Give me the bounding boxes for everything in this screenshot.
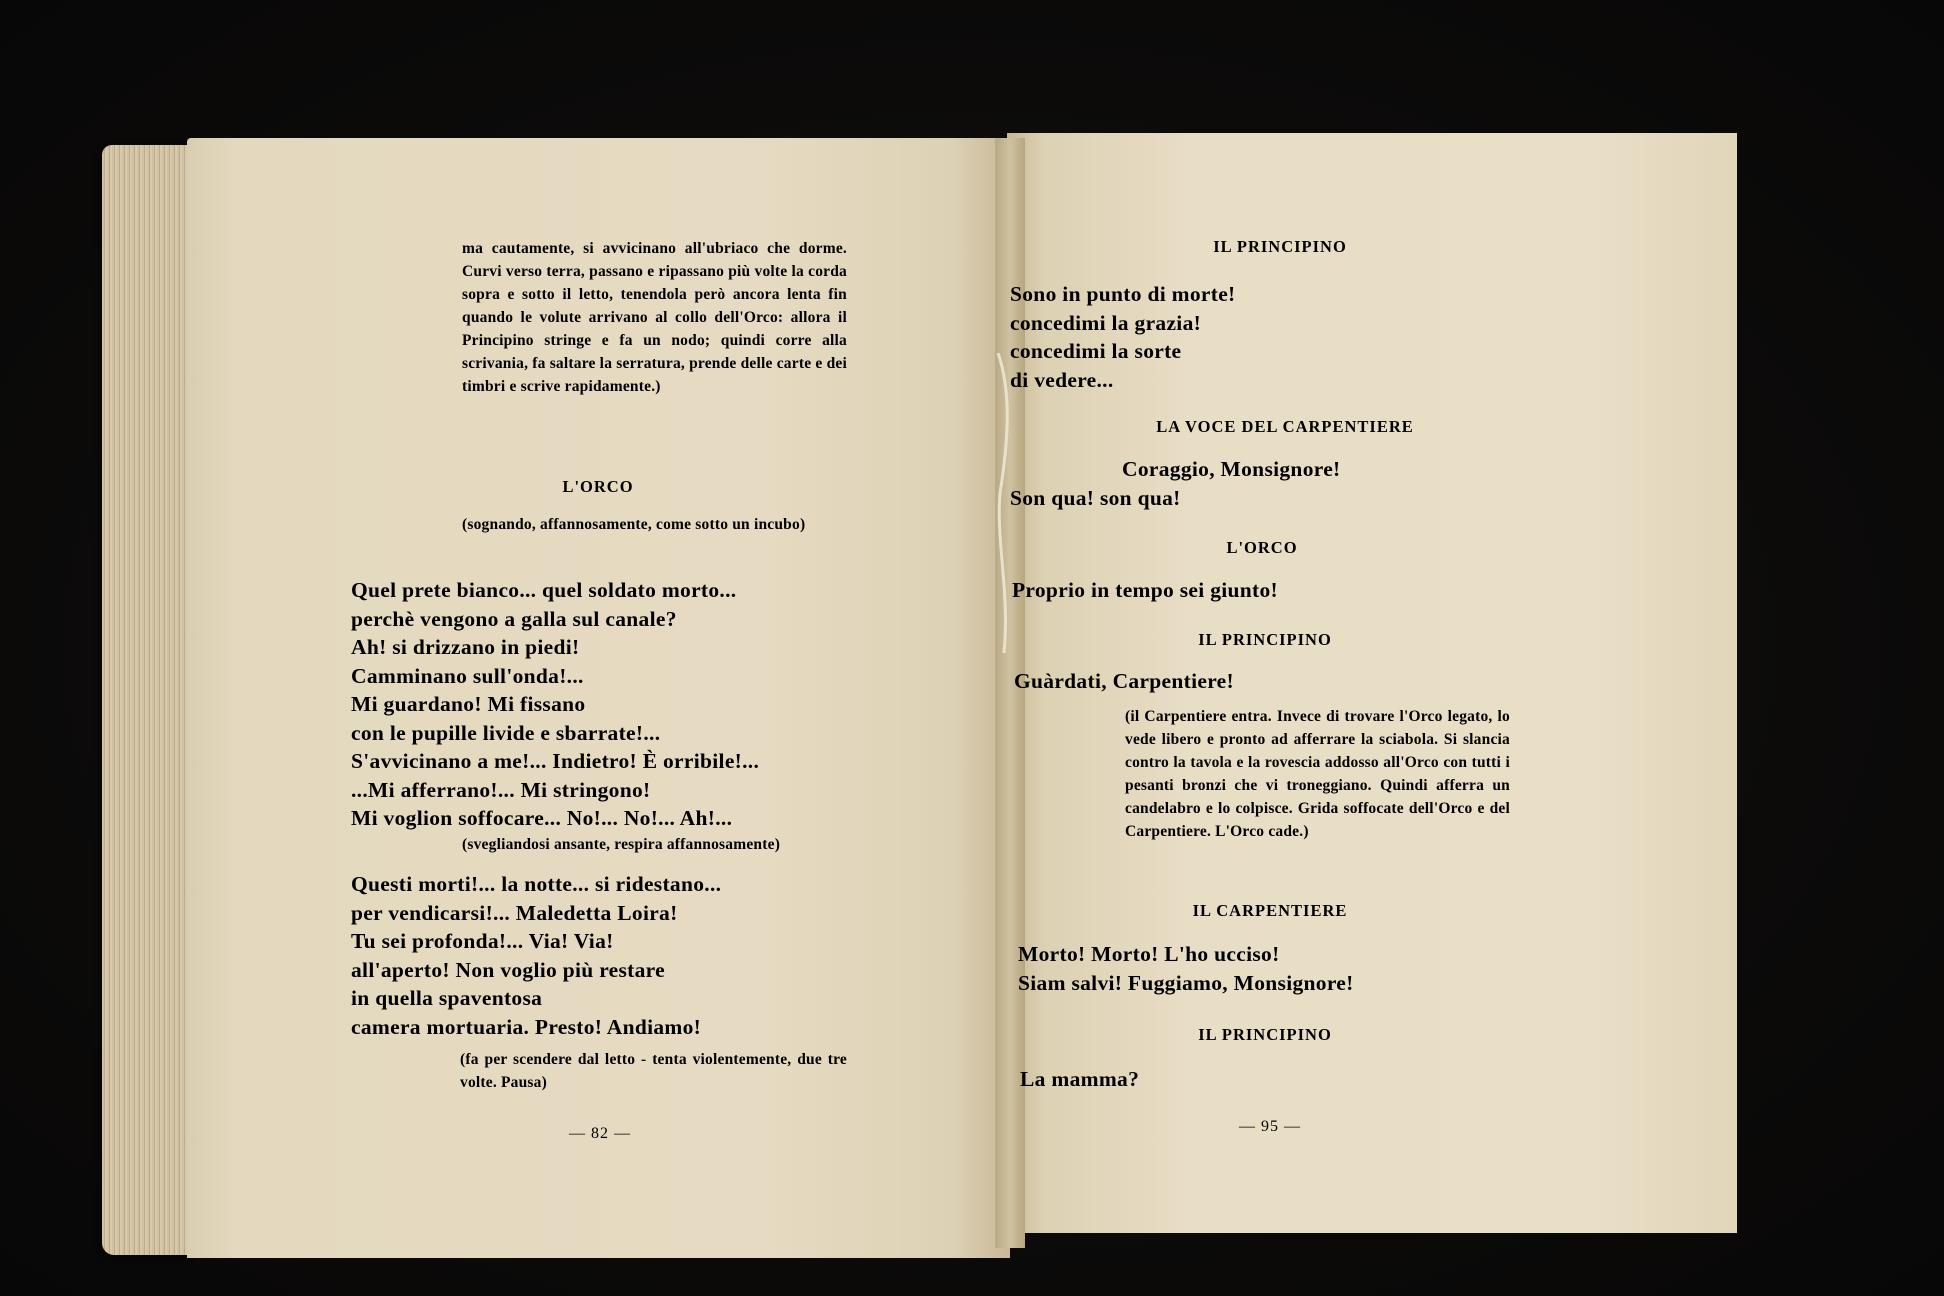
left-stage-direction-4: (fa per scendere dal letto - tenta violentemente, due tre volte. Pausa) <box>460 1051 847 1091</box>
verse-line: Questi morti!... la notte... si ridestano... <box>351 872 722 896</box>
left-speaker-1: L'ORCO <box>562 477 634 496</box>
verse-line: S'avvicinano a me!... Indietro! È orribile!... <box>351 749 760 773</box>
right-speaker-4: IL PRINCIPINO <box>1198 630 1332 649</box>
left-stage-direction-2: (sognando, affannosamente, come sotto un incubo) <box>462 516 806 533</box>
right-speaker-1: IL PRINCIPINO <box>1213 237 1347 256</box>
verse-line: perchè vengono a galla sul canale? <box>351 606 677 631</box>
verse-line: La mamma? <box>1020 1067 1140 1091</box>
left-page-number: — 82 — <box>569 1125 631 1142</box>
right-speaker-5: IL CARPENTIERE <box>1192 901 1348 920</box>
left-verse-2 <box>351 870 721 1041</box>
right-verse-4 <box>1014 667 1234 696</box>
right-page-number: — 95 — <box>1239 1118 1301 1135</box>
verse-line: all'aperto! Non voglio più restare <box>351 957 665 982</box>
verse-line: con le pupille livide e sbarrate!... <box>351 720 661 745</box>
verse-line: concedimi la sorte <box>1010 339 1182 363</box>
verse-line: Mi voglion soffocare... No!... No!... Ah!... <box>351 806 733 830</box>
right-verse-3 <box>1012 576 1278 605</box>
right-verse-1 <box>1010 280 1236 394</box>
verse-line: camera mortuaria. Presto! Andiamo! <box>351 1014 702 1039</box>
right-verse-5 <box>1018 940 1354 997</box>
left-stage-direction-3: (svegliandosi ansante, respira affannosamente) <box>462 836 781 853</box>
left-verse-1 <box>351 576 759 833</box>
verse-line: Siam salvi! Fuggiamo, Monsignore! <box>1018 970 1354 995</box>
right-stage-direction-1: (il Carpentiere entra. Invece di trovare l'Orco legato, lo vede libero e pronto ad afferrare la sciabola. Si slancia contro la tavola e la rovescia addosso all'Orco con tutti i pesanti bronzi che vi troneggiano. Quindi afferra un candelabro e lo colpisce. Grida soffocate dell'Orco e del Carpentiere. L'Orco cade.) <box>1125 708 1510 840</box>
verse-line: Mi guardano! Mi fissano <box>351 692 586 716</box>
verse-line: ...Mi afferrano!... Mi stringono! <box>351 777 651 802</box>
verse-line: Proprio in tempo sei giunto! <box>1012 578 1279 602</box>
right-speaker-2: LA VOCE DEL CARPENTIERE <box>1156 417 1414 436</box>
verse-line: Sono in punto di morte! <box>1010 282 1236 306</box>
verse-line: Coraggio, Monsignore! <box>1122 457 1341 481</box>
open-book <box>102 133 1632 1263</box>
verse-line: Camminano sull'onda!... <box>351 663 584 688</box>
right-speaker-3: L'ORCO <box>1226 538 1298 557</box>
verse-line: Morto! Morto! L'ho ucciso! <box>1018 942 1280 966</box>
right-verse-6 <box>1020 1065 1139 1094</box>
left-stage-direction-1: ma cautamente, si avvicinano all'ubriaco che dorme. Curvi verso terra, passano e ripassano più volte la corda sopra e sotto il letto, tenendola però ancora lenta fin quando le volute arrivano al collo dell'Orco: allora il Principino stringe e fa un nodo; quindi corre alla scrivania, fa saltare la serratura, prende delle carte e dei timbri e scrive rapidamente.) <box>462 240 847 395</box>
verse-line: Guàrdati, Carpentiere! <box>1014 669 1234 693</box>
right-verse-2 <box>1010 455 1341 512</box>
verse-line: Ah! si drizzano in piedi! <box>351 635 580 659</box>
verse-line: Tu sei profonda!... Via! Via! <box>351 929 614 953</box>
verse-line: di vedere... <box>1010 367 1114 392</box>
verse-line: concedimi la grazia! <box>1010 310 1202 335</box>
right-speaker-6: IL PRINCIPINO <box>1198 1025 1332 1044</box>
verse-line: in quella spaventosa <box>351 986 543 1010</box>
verse-line: per vendicarsi!... Maledetta Loira! <box>351 900 678 925</box>
verse-line: Quel prete bianco... quel soldato morto... <box>351 578 737 602</box>
page-edges <box>102 145 192 1255</box>
verse-line: Son qua! son qua! <box>1010 485 1181 510</box>
